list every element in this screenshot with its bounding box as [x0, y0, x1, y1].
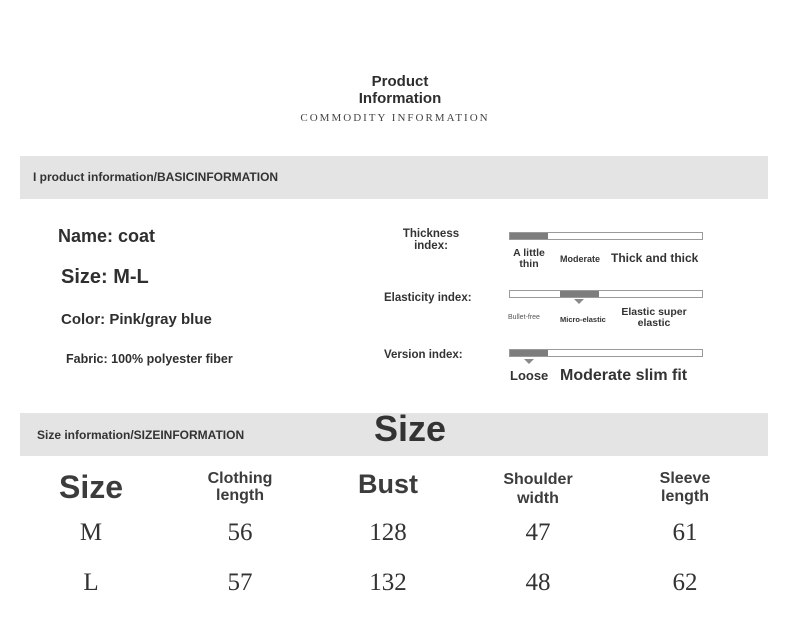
- page-title: [320, 73, 480, 107]
- elasticity-option-bullet-free: Bullet-free: [508, 314, 540, 321]
- table-cell: 132: [369, 569, 407, 596]
- size-header-shoulder-width: Shoulder width: [503, 471, 573, 507]
- version-option-slim: Moderate slim fit: [560, 367, 688, 384]
- elasticity-option-micro: Micro-elastic: [560, 315, 606, 324]
- version-index-bar: [509, 349, 703, 357]
- elasticity-pointer-icon: [574, 299, 584, 304]
- version-pointer-icon: [524, 359, 534, 364]
- table-cell: 61: [672, 519, 698, 546]
- size-header-bust: Bust: [358, 469, 418, 499]
- table-cell: 47: [525, 519, 551, 546]
- size-big-title: Size: [373, 408, 447, 449]
- elasticity-index-bar: [509, 290, 703, 298]
- title-line-1: Product: [371, 73, 429, 90]
- table-cell: 56: [227, 519, 253, 546]
- product-color: Color: Pink/gray blue: [61, 311, 212, 328]
- basic-info-band: [20, 156, 768, 199]
- table-cell: 57: [227, 569, 253, 596]
- size-header-size: Size: [58, 469, 124, 505]
- elasticity-index-label: Elasticity index:: [384, 292, 472, 304]
- elasticity-index-fill: [560, 291, 599, 297]
- version-index-label: Version index:: [384, 349, 463, 361]
- version-option-loose: Loose: [510, 368, 549, 383]
- table-cell: M: [79, 519, 103, 546]
- page-subtitle: COMMODITY INFORMATION: [300, 112, 490, 124]
- product-size: Size: M-L: [61, 266, 149, 288]
- thickness-option-moderate: Moderate: [560, 254, 601, 264]
- thickness-option-thick: Thick and thick: [611, 251, 699, 265]
- product-name: Name: coat: [58, 226, 156, 246]
- elasticity-option-super: Elastic super elastic: [621, 306, 687, 329]
- thickness-option-thin: A little thin: [513, 247, 545, 270]
- size-header-sleeve-length: Sleeve length: [659, 470, 711, 505]
- size-info-label: Size information/SIZEINFORMATION: [37, 428, 245, 442]
- product-fabric: Fabric: 100% polyester fiber: [66, 352, 233, 366]
- size-header-clothing-length: Clothing length: [207, 470, 273, 504]
- thickness-index-label: Thickness index:: [402, 228, 460, 252]
- table-cell: L: [83, 569, 99, 596]
- version-index-fill: [510, 350, 548, 356]
- table-cell: 128: [369, 519, 407, 546]
- thickness-index-bar: [509, 232, 703, 240]
- table-cell: 62: [672, 569, 698, 596]
- basic-info-label: I product information/BASICINFORMATION: [33, 170, 279, 184]
- table-cell: 48: [525, 569, 551, 596]
- title-line-2: Information: [358, 90, 442, 107]
- thickness-index-fill: [510, 233, 548, 239]
